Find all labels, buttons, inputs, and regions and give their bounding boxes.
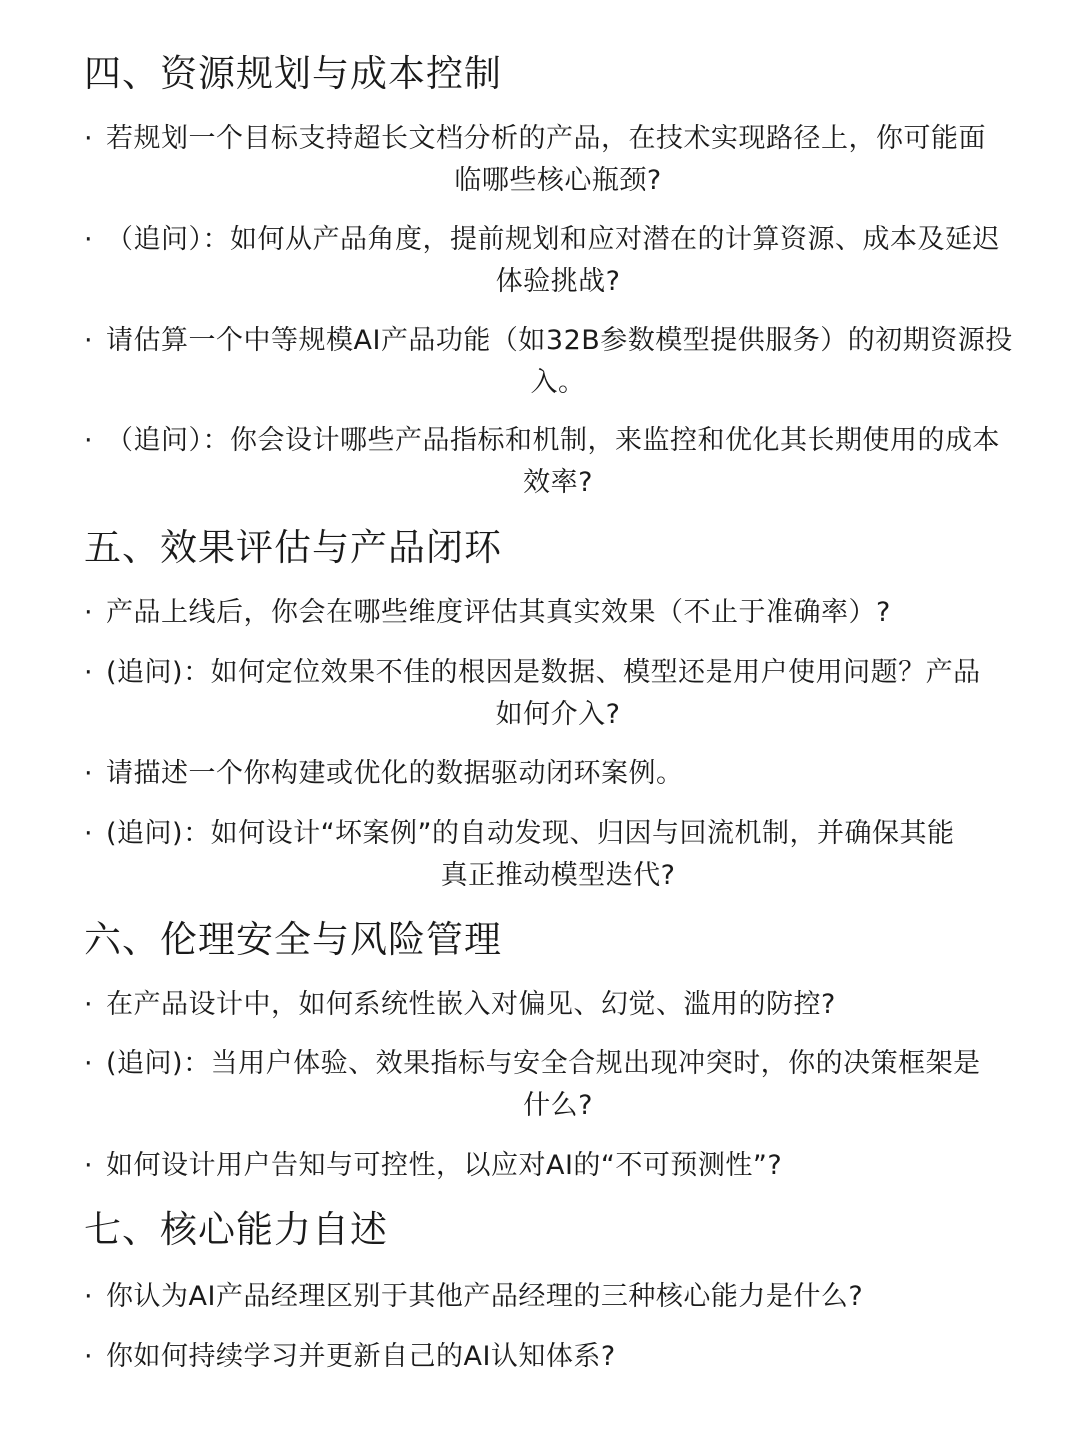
item-text: 如何设计用户告知与可控性，以应对AI的“不可预测性”? <box>106 1150 783 1181</box>
section-title-5: 五、效果评估与产品闭环 <box>84 526 502 569</box>
item-text: 产品上线后，你会在哪些维度评估其真实效果（不止于准确率）? <box>106 597 891 628</box>
item-text: 在产品设计中，如何系统性嵌入对偏见、幻觉、滥用的防控? <box>106 989 836 1020</box>
item-text-continuation: 临哪些核心瓶颈? <box>454 165 662 196</box>
list-item <box>84 1276 1014 1318</box>
section-title-7: 七、核心能力自述 <box>84 1208 388 1251</box>
item-text-continuation: 入。 <box>530 367 586 398</box>
item-text-continuation: 真正推动模型迭代? <box>440 860 676 891</box>
item-text: (追问)：当用户体验、效果指标与安全合规出现冲突时，你的决策框架是 <box>106 1048 981 1079</box>
list-item <box>84 984 1014 1026</box>
bullet-marker: · <box>84 818 94 849</box>
list-item <box>84 1043 1014 1127</box>
bullet-marker: · <box>84 123 94 154</box>
bullet-marker: · <box>84 657 94 688</box>
list-item <box>84 813 1014 897</box>
item-text: 请估算一个中等规模AI产品功能（如32B参数模型提供服务）的初期资源投 <box>106 325 1013 356</box>
item-text: 请描述一个你构建或优化的数据驱动闭环案例。 <box>106 758 684 789</box>
item-text: 若规划一个目标支持超长文档分析的产品，在技术实现路径上，你可能面 <box>106 123 986 154</box>
list-item <box>84 652 1014 736</box>
item-text: （追问）：如何从产品角度，提前规划和应对潜在的计算资源、成本及延迟 <box>106 224 1000 255</box>
bullet-marker: · <box>84 989 94 1020</box>
bullet-marker: · <box>84 1341 94 1372</box>
list-item <box>84 420 1014 504</box>
list-item <box>84 1145 1014 1187</box>
item-text: (追问)：如何设计“坏案例”的自动发现、归因与回流机制，并确保其能 <box>106 818 955 849</box>
list-item <box>84 118 1014 202</box>
bullet-marker: · <box>84 224 94 255</box>
item-text-continuation: 什么? <box>523 1090 593 1121</box>
bullet-marker: · <box>84 597 94 628</box>
bullet-marker: · <box>84 1281 94 1312</box>
section-title-6: 六、伦理安全与风险管理 <box>84 918 502 961</box>
bullet-marker: · <box>84 758 94 789</box>
list-item <box>84 753 1014 795</box>
bullet-marker: · <box>84 1048 94 1079</box>
item-text-continuation: 效率? <box>523 467 593 498</box>
list-item <box>84 219 1014 303</box>
list-item <box>84 592 1014 634</box>
section-title-4: 四、资源规划与成本控制 <box>84 52 502 95</box>
item-text: 你如何持续学习并更新自己的AI认知体系? <box>106 1341 616 1372</box>
bullet-marker: · <box>84 425 94 456</box>
item-text: (追问)：如何定位效果不佳的根因是数据、模型还是用户使用问题？产品 <box>106 657 981 688</box>
list-item <box>84 1336 1014 1378</box>
item-text-continuation: 体验挑战? <box>495 266 621 297</box>
item-text-continuation: 如何介入? <box>495 699 621 730</box>
item-text: 你认为AI产品经理区别于其他产品经理的三种核心能力是什么? <box>106 1281 864 1312</box>
bullet-marker: · <box>84 325 94 356</box>
list-item <box>84 320 1014 404</box>
bullet-marker: · <box>84 1150 94 1181</box>
item-text: （追问）：你会设计哪些产品指标和机制，来监控和优化其长期使用的成本 <box>106 425 1000 456</box>
